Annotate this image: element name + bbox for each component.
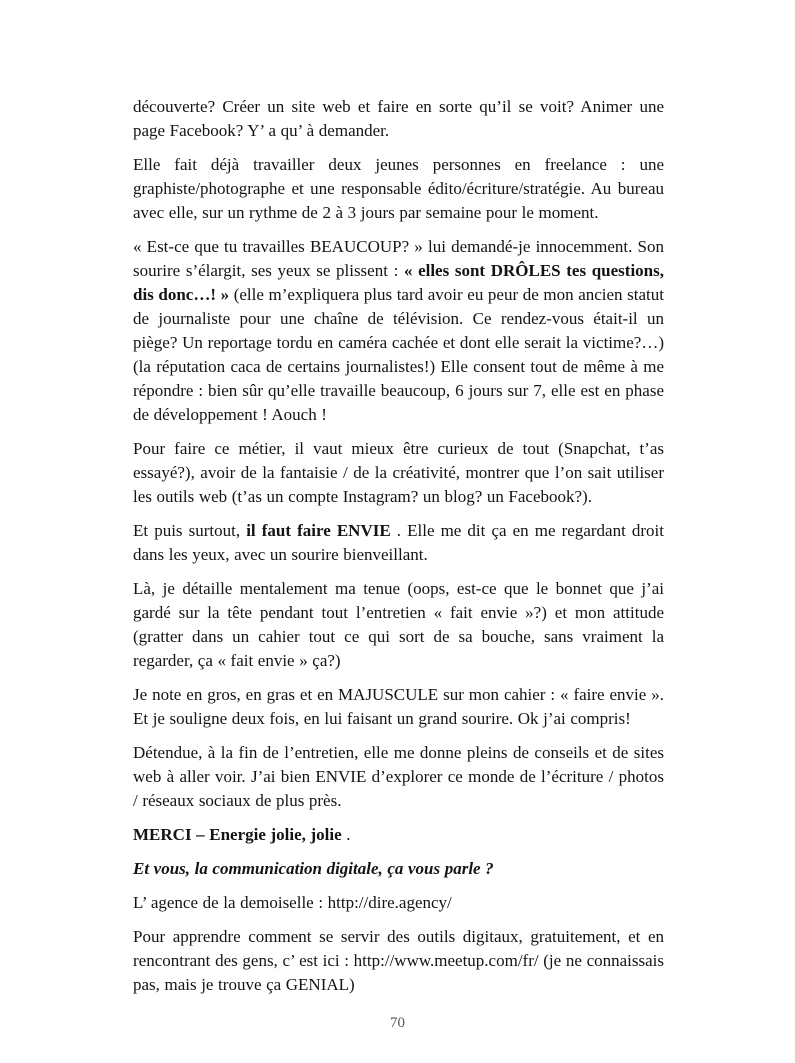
text-segment: Là, je détaille mentalement ma tenue (oops, est-ce que le bonnet que j’ai gardé sur la tête pendant tout l’entretien « fait envie »?) et mon attitude (gratter dans un cahier tout ce qui sort de sa bouche, sans vraiment la regarder, ça « fait envie » ça?) [133,579,664,670]
text-segment: MERCI – Energie jolie, jolie [133,825,342,844]
text-segment: Pour faire ce métier, il vaut mieux être curieux de tout (Snapchat, t’as essayé?), avoir de la fantaisie / de la créativité, montrer que l’on sait utiliser les outils web (t’as un compte Instagram? un blog? un Facebook?). [133,439,664,506]
paragraph [133,683,664,731]
text-segment: Pour apprendre comment se servir des outils digitaux, gratuitement, et en rencontrant des gens, c’ est ici : http://www.meetup.com/fr/ (je ne connaissais pas, mais je trouve ça GENIAL) [133,927,664,994]
text-segment: Et puis surtout, [133,521,247,540]
paragraph [133,741,664,813]
text-segment: « Est-ce que tu travailles BEAUCOUP? » lui demandé-je innocemment. Son sourire s’élargit, ses yeux se plissent : [133,237,664,280]
text-segment: Elle fait déjà travailler deux jeunes personnes en freelance : une graphiste/photographe et une responsable édito/écriture/stratégie. Au bureau avec elle, sur un rythme de 2 à 3 jours par semaine pour le moment. [133,155,664,222]
paragraph [133,823,664,847]
text-segment: découverte? Créer un site web et faire en sorte qu’il se voit? Animer une page Facebook? Y’ a qu’ à demander. [133,97,664,140]
paragraph [133,925,664,997]
text-segment: « elles sont DRÔLES tes questions, dis donc…! » [133,261,664,304]
text-segment: (elle m’expliquera plus tard avoir eu peur de mon ancien statut de journaliste pour une chaîne de télévision. Ce rendez-vous était-il un piège? Un reportage tordu en caméra cachée et dont elle serait la victime?…)(la réputation caca de certains journalistes!) Elle consent tout de même à me répondre : bien sûr qu’elle travaille beaucoup, 6 jours sur 7, elle est en phase de développement ! Aouch ! [133,285,664,424]
document-body [133,95,664,1007]
paragraph [133,437,664,509]
paragraph [133,891,664,915]
text-segment: L’ agence de la demoiselle : http://dire.agency/ [133,893,452,912]
paragraph [133,519,664,567]
text-segment: Détendue, à la fin de l’entretien, elle me donne pleins de conseils et de sites web à aller voir. J’ai bien ENVIE d’explorer ce monde de l’écriture / photos / réseaux sociaux de plus près. [133,743,664,810]
paragraph [133,235,664,427]
page-number: 70 [390,1015,405,1031]
paragraph [133,577,664,673]
paragraph [133,153,664,225]
text-segment: il faut faire ENVIE [246,521,391,540]
text-segment: . [341,825,351,844]
text-segment: Je note en gros, en gras et en MAJUSCULE sur mon cahier : « faire envie ». Et je souligne deux fois, en lui faisant un grand sourire. Ok j’ai compris! [133,685,664,728]
paragraph [133,857,664,881]
text-segment: Et vous, la communication digitale, ça vous parle ? [133,859,494,878]
text-segment: . Elle me dit ça en me regardant droit dans les yeux, avec un sourire bienveillant. [133,521,664,564]
paragraph [133,95,664,143]
